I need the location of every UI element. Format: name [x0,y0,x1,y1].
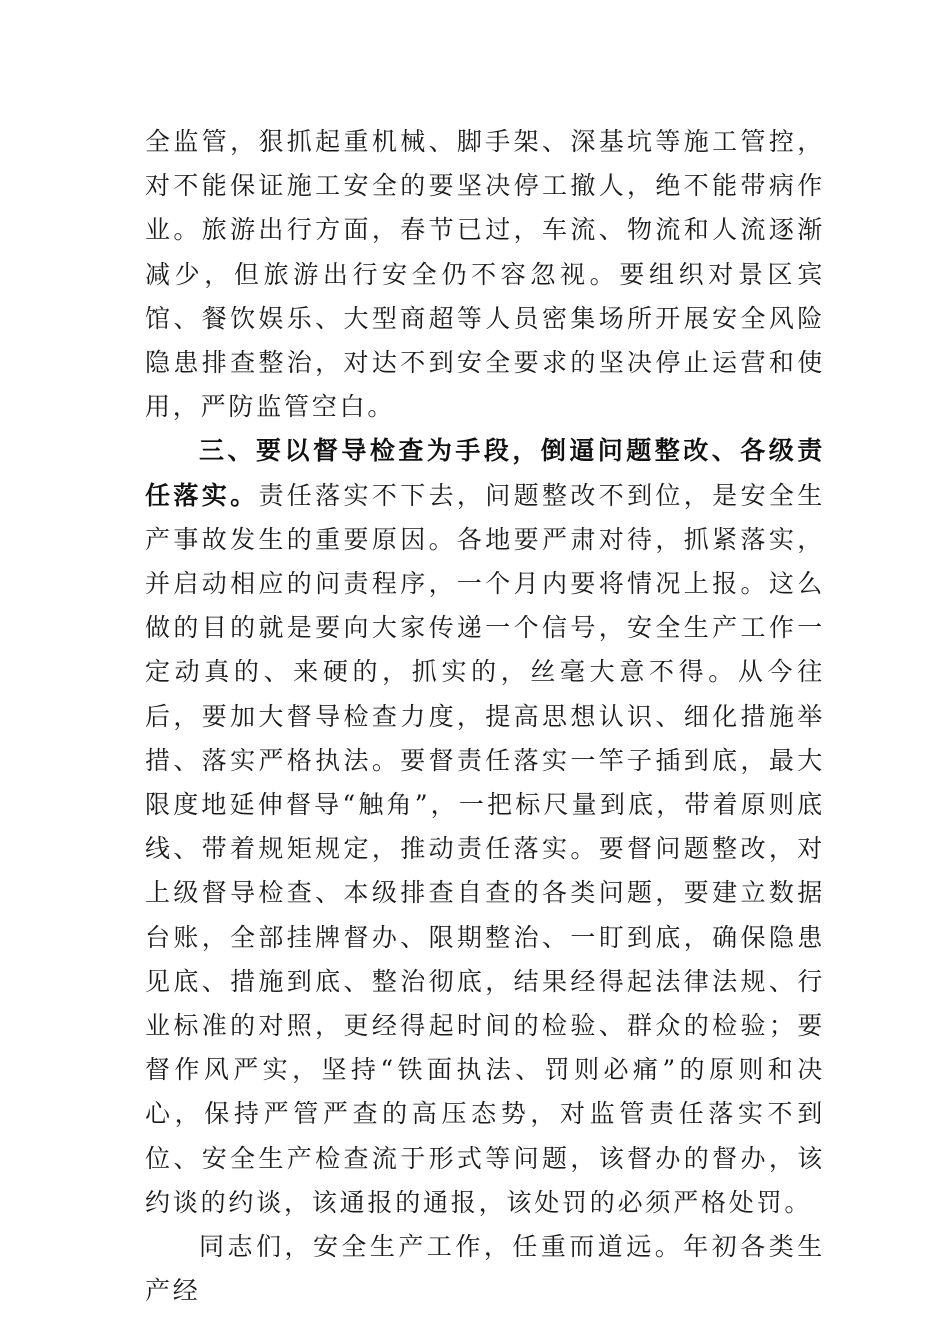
section-heading: 三、要以督导检查为手段，倒逼问题整改、各级责任落实。 [145,436,825,510]
section-body: 责任落实不下去，问题整改不到位，是安全生产事故发生的重要原因。各地要严肃对待，抓紧落实，并启动相应的问责程序，一个月内要将情况上报。这么做的目的就是要向大家传递一个信号，安全生产工作一定动真的、来硬的，抓实的，丝毫大意不得。从今往后，要加大督导检查力度，提高思想认识、细化措施举措、落实严格执法。要督责任落实一竿子插到底，最大限度地延伸督导“触角”，一把标尺量到底，带着原则底线、带着规矩规定，推动责任落实。要督问题整改，对上级督导检查、本级排查自查的各类问题，要建立数据台账，全部挂牌督办、限期整治、一盯到底，确保隐患见底、措施到底、整治彻底，结果经得起法律法规、行业标准的对照，更经得起时间的检验、群众的检验；要督作风严实，坚持“铁面执法、罚则必痛”的原则和决心，保持严管严查的高压态势，对监管责任落实不到位、安全生产检查流于形式等问题，该督办的督办，该约谈的约谈，该通报的通报，该处罚的必须严格处罚。 [145,480,825,1217]
paragraph-section-three [145,429,825,1225]
paragraph-closing: 同志们，安全生产工作，任重而道远。年初各类生产经 [145,1232,825,1306]
paragraph-continued: 全监管，狠抓起重机械、脚手架、深基坑等施工管控，对不能保证施工安全的要坚决停工撤人，绝不能带病作业。旅游出行方面，春节已过，车流、物流和人流逐渐减少，但旅游出行安全仍不容忽视。要组织对景区宾馆、餐饮娱乐、大型商超等人员密集场所开展安全风险隐患排查整治，对达不到安全要求的坚决停止运营和使用，严防监管空白。 [145,127,825,422]
document-body [145,120,825,1313]
